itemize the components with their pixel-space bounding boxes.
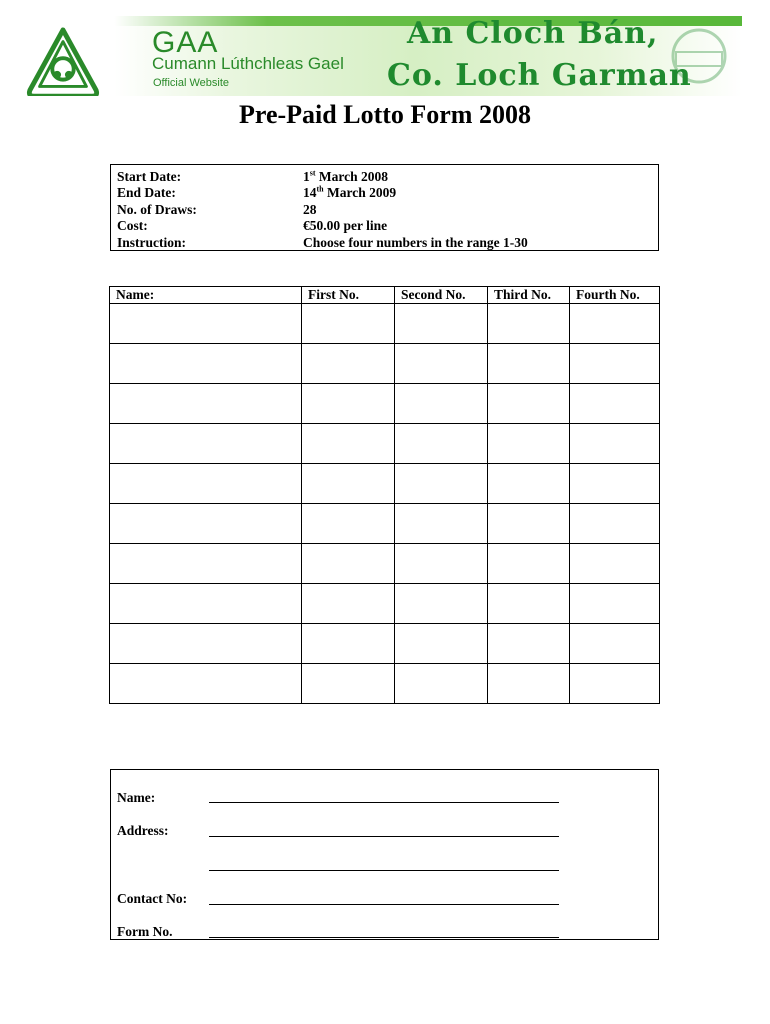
table-row [110, 384, 660, 424]
third-no-cell[interactable] [488, 584, 570, 624]
first-no-cell[interactable] [302, 304, 395, 344]
end-date-value: 14th March 2009 [303, 184, 397, 200]
table-row [110, 624, 660, 664]
page-title: Pre-Paid Lotto Form 2008 [239, 100, 531, 129]
contact-address-field-2[interactable] [209, 870, 559, 871]
gaa-official-website: Official Website [153, 77, 230, 89]
name-cell[interactable] [110, 464, 302, 504]
contact-number-label: Contact No: [117, 891, 188, 906]
third-no-cell[interactable] [488, 664, 570, 704]
fourth-no-cell[interactable] [570, 664, 660, 704]
name-cell[interactable] [110, 424, 302, 464]
name-cell[interactable] [110, 384, 302, 424]
first-no-cell[interactable] [302, 344, 395, 384]
fourth-no-column-header: Fourth No. [570, 287, 660, 304]
first-no-column-header: First No. [302, 287, 395, 304]
first-no-cell[interactable] [302, 544, 395, 584]
name-cell[interactable] [110, 504, 302, 544]
contact-number-field[interactable] [209, 904, 559, 905]
third-no-cell[interactable] [488, 344, 570, 384]
name-cell[interactable] [110, 544, 302, 584]
contact-name-label: Name: [117, 790, 156, 805]
cost-value: €50.00 per line [303, 218, 388, 233]
table-row [110, 664, 660, 704]
draw-info-box [110, 164, 659, 251]
contact-address-field-1[interactable] [209, 836, 559, 837]
gaa-wordmark: GAA [152, 26, 219, 59]
club-name-line-1: An Cloch Bán, [407, 16, 659, 51]
gaa-subtitle: Cumann Lúthchleas Gael [152, 54, 344, 73]
second-no-cell[interactable] [395, 384, 488, 424]
start-date-value: 1st March 2008 [303, 168, 389, 184]
cost-label: Cost: [117, 218, 148, 233]
first-no-cell[interactable] [302, 384, 395, 424]
draws-value: 28 [303, 202, 317, 217]
first-no-cell[interactable] [302, 464, 395, 504]
fourth-no-cell[interactable] [570, 584, 660, 624]
fourth-no-cell[interactable] [570, 424, 660, 464]
second-no-cell[interactable] [395, 504, 488, 544]
third-no-cell[interactable] [488, 624, 570, 664]
fourth-no-cell[interactable] [570, 464, 660, 504]
name-cell[interactable] [110, 304, 302, 344]
table-header-row [110, 287, 660, 304]
first-no-cell[interactable] [302, 504, 395, 544]
second-no-cell[interactable] [395, 344, 488, 384]
name-cell[interactable] [110, 664, 302, 704]
table-row [110, 464, 660, 504]
start-date-label: Start Date: [117, 169, 182, 184]
table-row [110, 584, 660, 624]
third-no-cell[interactable] [488, 424, 570, 464]
contact-address-label: Address: [117, 823, 169, 838]
second-no-cell[interactable] [395, 624, 488, 664]
fourth-no-cell[interactable] [570, 384, 660, 424]
club-name-line-2: Co. Loch Garman [387, 58, 692, 93]
first-no-cell[interactable] [302, 664, 395, 704]
fourth-no-cell[interactable] [570, 544, 660, 584]
second-no-cell[interactable] [395, 464, 488, 504]
second-no-cell[interactable] [395, 304, 488, 344]
table-row [110, 544, 660, 584]
table-row [110, 504, 660, 544]
header-banner [12, 16, 742, 96]
first-no-cell[interactable] [302, 624, 395, 664]
third-no-cell[interactable] [488, 384, 570, 424]
second-no-cell[interactable] [395, 584, 488, 624]
table-row [110, 344, 660, 384]
third-no-column-header: Third No. [488, 287, 570, 304]
third-no-cell[interactable] [488, 544, 570, 584]
contact-name-field[interactable] [209, 802, 559, 803]
draws-label: No. of Draws: [117, 202, 197, 217]
second-no-column-header: Second No. [395, 287, 488, 304]
third-no-cell[interactable] [488, 464, 570, 504]
second-no-cell[interactable] [395, 424, 488, 464]
table-row [110, 304, 660, 344]
third-no-cell[interactable] [488, 504, 570, 544]
first-no-cell[interactable] [302, 424, 395, 464]
instruction-label: Instruction: [117, 235, 187, 250]
second-no-cell[interactable] [395, 544, 488, 584]
gaa-logo-icon [24, 26, 102, 96]
fourth-no-cell[interactable] [570, 344, 660, 384]
fourth-no-cell[interactable] [570, 504, 660, 544]
table-row [110, 424, 660, 464]
lotto-entry-table [109, 286, 660, 704]
entry-table-body [110, 304, 660, 704]
form-number-label: Form No. [117, 924, 173, 939]
contact-details-box [110, 769, 659, 940]
instruction-value: Choose four numbers in the range 1-30 [303, 235, 528, 250]
first-no-cell[interactable] [302, 584, 395, 624]
second-no-cell[interactable] [395, 664, 488, 704]
end-date-label: End Date: [117, 185, 176, 200]
fourth-no-cell[interactable] [570, 624, 660, 664]
form-number-field[interactable] [209, 937, 559, 938]
name-column-header: Name: [110, 287, 302, 304]
name-cell[interactable] [110, 584, 302, 624]
third-no-cell[interactable] [488, 304, 570, 344]
name-cell[interactable] [110, 624, 302, 664]
fourth-no-cell[interactable] [570, 304, 660, 344]
name-cell[interactable] [110, 344, 302, 384]
